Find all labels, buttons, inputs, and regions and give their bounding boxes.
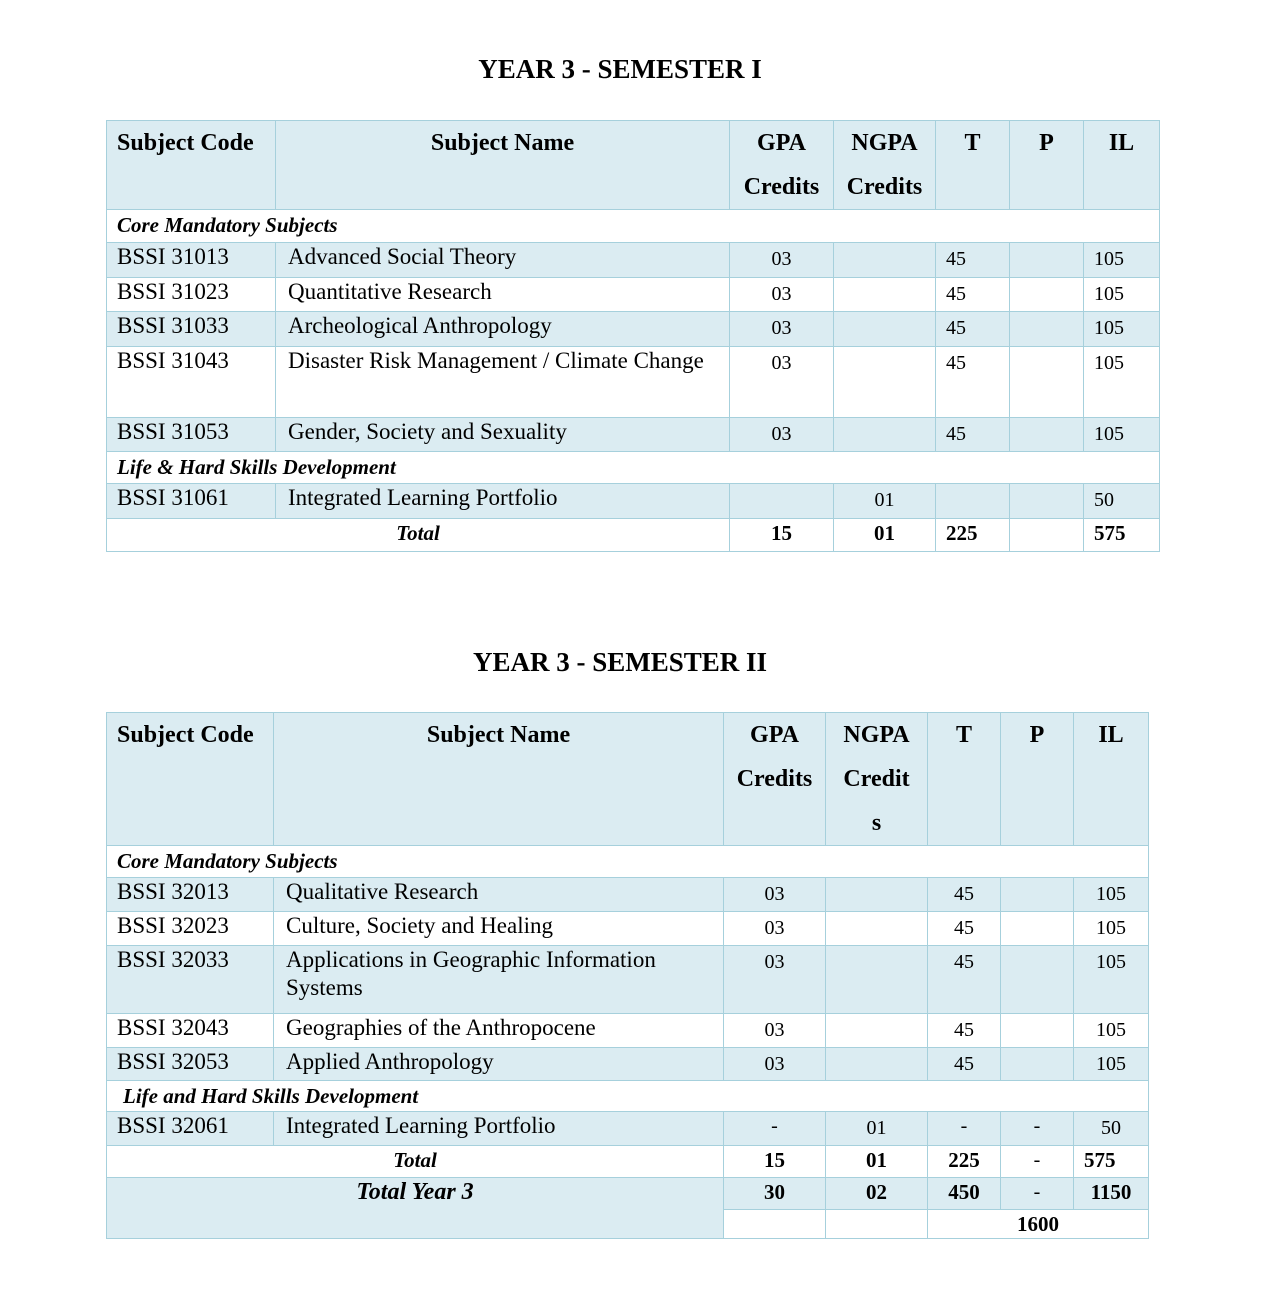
t-hours: 45	[936, 347, 1010, 418]
total-label: Total	[107, 1146, 724, 1178]
year-total-label: Total Year 3	[107, 1178, 724, 1239]
subject-name: Integrated Learning Portfolio	[276, 484, 730, 519]
semester-2-table	[106, 712, 1149, 1239]
header-subject-code: Subject Code	[107, 121, 276, 210]
ngpa-credits	[834, 418, 936, 452]
total-il: 575	[1074, 1146, 1149, 1178]
gpa-credits: 03	[724, 1048, 826, 1081]
ngpa-credits	[834, 312, 936, 347]
t-hours: 45	[928, 946, 1001, 1014]
subject-name: Culture, Society and Healing	[274, 912, 724, 946]
grand-total-empty-ngpa	[826, 1210, 928, 1239]
il-hours: 105	[1074, 878, 1149, 912]
p-hours	[1001, 1048, 1074, 1081]
header-ngpa-credits: NGPA Credits	[834, 121, 936, 210]
p-hours	[1010, 418, 1084, 452]
subject-code: BSSI 31053	[107, 418, 276, 452]
subject-name: Geographies of the Anthropocene	[274, 1014, 724, 1048]
gpa-credits: 03	[730, 418, 834, 452]
year-total-gpa: 30	[724, 1178, 826, 1210]
table-row	[107, 1014, 1149, 1048]
subject-name: Quantitative Research	[276, 278, 730, 312]
header-t: T	[936, 121, 1010, 210]
p-hours	[1010, 484, 1084, 519]
year-total-p: -	[1001, 1178, 1074, 1210]
subject-code: BSSI 31023	[107, 278, 276, 312]
section-life-hard-skills: Life and Hard Skills Development	[107, 1081, 1149, 1112]
t-hours: 45	[936, 278, 1010, 312]
il-hours: 105	[1084, 243, 1160, 278]
grand-total-hours: 1600	[928, 1210, 1149, 1239]
p-hours: -	[1001, 1112, 1074, 1146]
header-ngpa-credits: NGPA Credit s	[826, 713, 928, 846]
header-subject-name: Subject Name	[276, 121, 730, 210]
gpa-credits: 03	[730, 347, 834, 418]
header-il: IL	[1074, 713, 1149, 846]
gpa-credits: 03	[724, 912, 826, 946]
header-gpa-credits: GPA Credits	[724, 713, 826, 846]
gpa-credits: 03	[730, 243, 834, 278]
ngpa-credits	[826, 946, 928, 1014]
gpa-credits: -	[724, 1112, 826, 1146]
gpa-credits	[730, 484, 834, 519]
section-core-mandatory: Core Mandatory Subjects	[107, 846, 1149, 878]
total-t: 225	[928, 1146, 1001, 1178]
gpa-credits: 03	[730, 278, 834, 312]
semester-2-title: YEAR 3 - SEMESTER II	[472, 647, 768, 677]
ngpa-credits	[834, 278, 936, 312]
total-ngpa: 01	[834, 519, 936, 552]
ngpa-credits	[826, 878, 928, 912]
total-row	[107, 1146, 1149, 1178]
header-subject-name: Subject Name	[274, 713, 724, 846]
section-life-hard-skills: Life & Hard Skills Development	[107, 452, 1160, 484]
gpa-credits: 03	[724, 946, 826, 1014]
t-hours: 45	[928, 1014, 1001, 1048]
t-hours: 45	[928, 878, 1001, 912]
p-hours	[1010, 312, 1084, 347]
p-hours	[1001, 878, 1074, 912]
ngpa-credits: 01	[826, 1112, 928, 1146]
t-hours: -	[928, 1112, 1001, 1146]
t-hours: 45	[936, 312, 1010, 347]
table-row	[107, 1048, 1149, 1081]
t-hours: 45	[936, 243, 1010, 278]
header-p: P	[1010, 121, 1084, 210]
subject-code: BSSI 32033	[107, 946, 274, 1014]
table-row	[107, 912, 1149, 946]
table-row	[107, 278, 1160, 312]
total-label: Total	[107, 519, 730, 552]
il-hours: 50	[1074, 1112, 1149, 1146]
il-hours: 105	[1074, 912, 1149, 946]
section-core-mandatory: Core Mandatory Subjects	[107, 210, 1160, 243]
header-gpa-credits: GPA Credits	[730, 121, 834, 210]
gpa-credits: 03	[724, 1014, 826, 1048]
year-total-t: 450	[928, 1178, 1001, 1210]
t-hours: 45	[928, 912, 1001, 946]
il-hours: 105	[1074, 1014, 1149, 1048]
table-row	[107, 312, 1160, 347]
ngpa-credits: 01	[834, 484, 936, 519]
header-p: P	[1001, 713, 1074, 846]
t-hours	[936, 484, 1010, 519]
subject-code: BSSI 31061	[107, 484, 276, 519]
subject-code: BSSI 31013	[107, 243, 276, 278]
ngpa-credits	[826, 912, 928, 946]
il-hours: 105	[1084, 312, 1160, 347]
header-t: T	[928, 713, 1001, 846]
total-p	[1010, 519, 1084, 552]
table-row	[107, 1112, 1149, 1146]
semester-1-title: YEAR 3 - SEMESTER I	[478, 54, 762, 84]
subject-code: BSSI 32043	[107, 1014, 274, 1048]
table-row	[107, 946, 1149, 1014]
table-row	[107, 484, 1160, 519]
subject-name: Advanced Social Theory	[276, 243, 730, 278]
subject-code: BSSI 31043	[107, 347, 276, 418]
subject-code: BSSI 32053	[107, 1048, 274, 1081]
subject-code: BSSI 32013	[107, 878, 274, 912]
table-row	[107, 347, 1160, 418]
ngpa-credits	[834, 347, 936, 418]
ngpa-credits	[826, 1014, 928, 1048]
il-hours: 105	[1074, 946, 1149, 1014]
il-hours: 105	[1084, 278, 1160, 312]
table-row	[107, 878, 1149, 912]
ngpa-credits	[834, 243, 936, 278]
t-hours: 45	[936, 418, 1010, 452]
total-gpa: 15	[730, 519, 834, 552]
p-hours	[1010, 278, 1084, 312]
subject-code: BSSI 32023	[107, 912, 274, 946]
p-hours	[1001, 946, 1074, 1014]
gpa-credits: 03	[724, 878, 826, 912]
header-subject-code: Subject Code	[107, 713, 274, 846]
subject-name: Disaster Risk Management / Climate Change	[276, 347, 730, 418]
subject-name: Applied Anthropology	[274, 1048, 724, 1081]
table-row	[107, 243, 1160, 278]
year-total-ngpa: 02	[826, 1178, 928, 1210]
total-il: 575	[1084, 519, 1160, 552]
subject-code: BSSI 32061	[107, 1112, 274, 1146]
t-hours: 45	[928, 1048, 1001, 1081]
subject-name: Applications in Geographic Information Systems	[274, 946, 724, 1014]
total-gpa: 15	[724, 1146, 826, 1178]
subject-code: BSSI 31033	[107, 312, 276, 347]
table-row	[107, 418, 1160, 452]
total-row	[107, 519, 1160, 552]
subject-name: Archeological Anthropology	[276, 312, 730, 347]
subject-name: Gender, Society and Sexuality	[276, 418, 730, 452]
grand-total-empty-gpa	[724, 1210, 826, 1239]
il-hours: 50	[1084, 484, 1160, 519]
subject-name: Integrated Learning Portfolio	[274, 1112, 724, 1146]
total-p: -	[1001, 1146, 1074, 1178]
il-hours: 105	[1084, 418, 1160, 452]
il-hours: 105	[1084, 347, 1160, 418]
ngpa-credits	[826, 1048, 928, 1081]
gpa-credits: 03	[730, 312, 834, 347]
p-hours	[1001, 1014, 1074, 1048]
semester-1-table	[106, 120, 1160, 552]
year-total-il: 1150	[1074, 1178, 1149, 1210]
header-il: IL	[1084, 121, 1160, 210]
subject-name: Qualitative Research	[274, 878, 724, 912]
p-hours	[1010, 243, 1084, 278]
p-hours	[1001, 912, 1074, 946]
year-total-row	[107, 1178, 1149, 1210]
total-ngpa: 01	[826, 1146, 928, 1178]
il-hours: 105	[1074, 1048, 1149, 1081]
total-t: 225	[936, 519, 1010, 552]
p-hours	[1010, 347, 1084, 418]
